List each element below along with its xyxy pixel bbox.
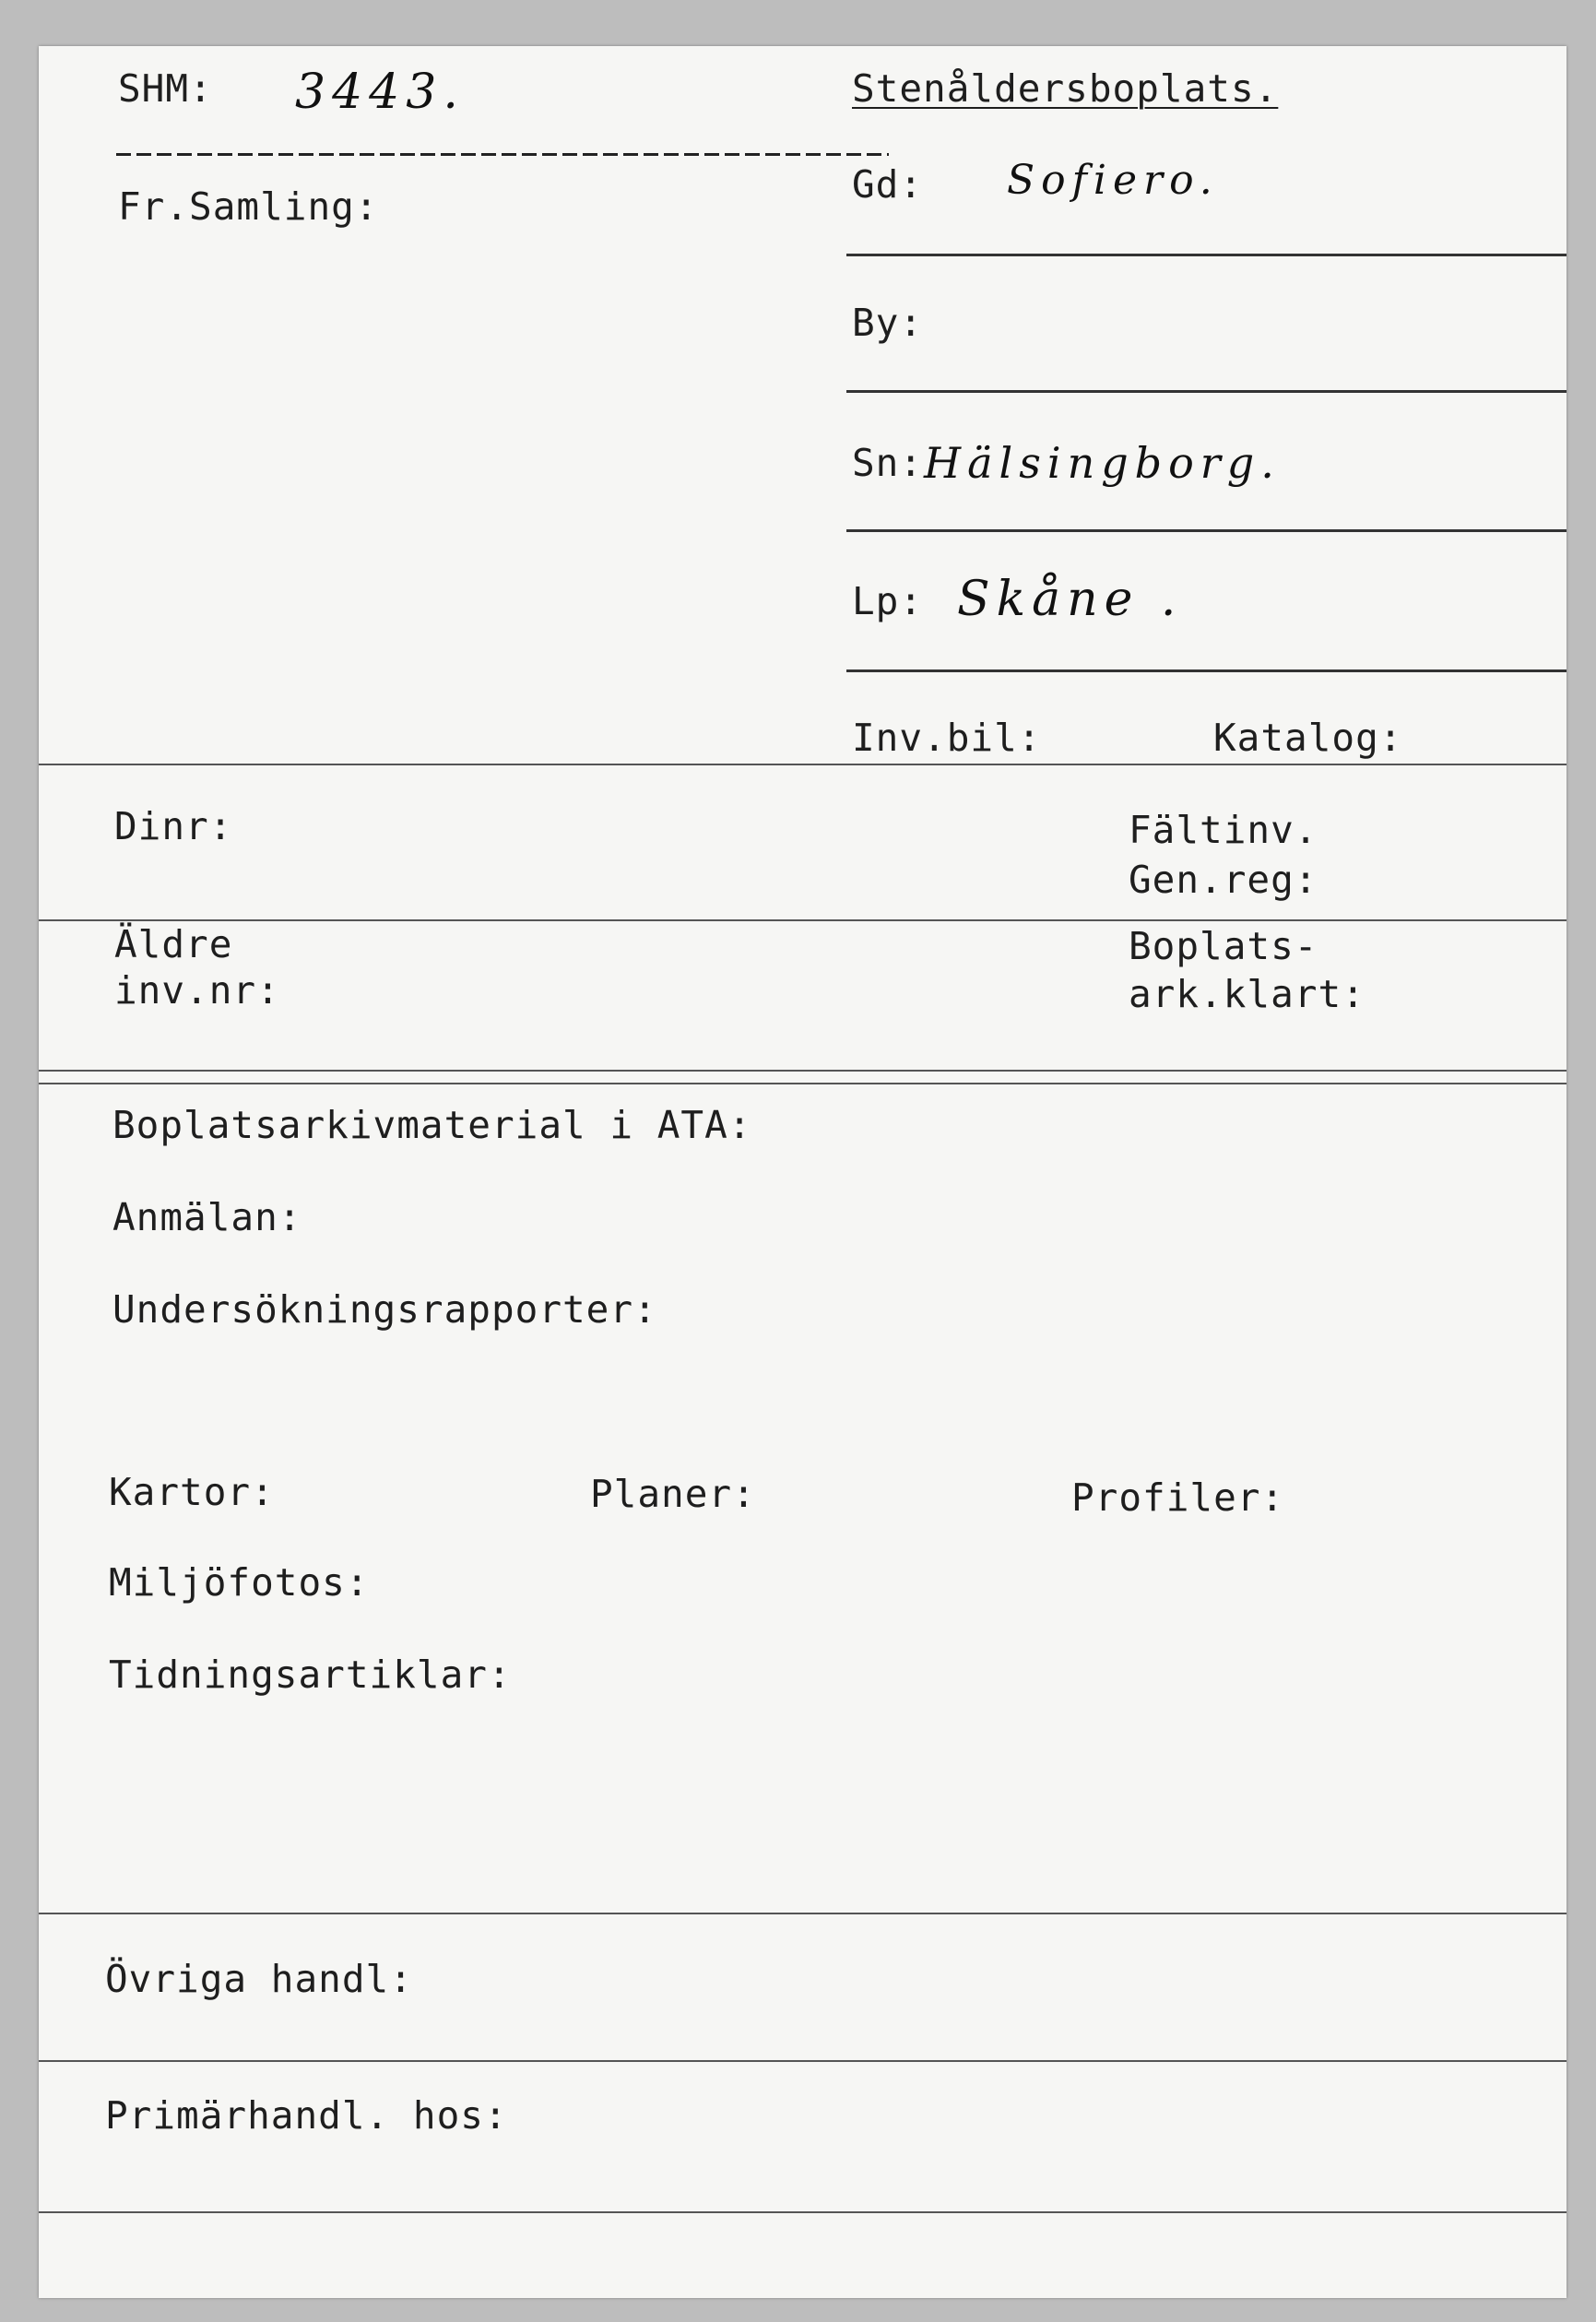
index-card <box>39 46 1566 2298</box>
aldre-label: Äldre <box>114 922 233 966</box>
shm-label: SHM: <box>118 66 213 111</box>
sn-label: Sn: <box>852 441 924 485</box>
faltinv-label: Fältinv. <box>1129 808 1318 852</box>
primar-label: Primärhandl. hos: <box>105 2093 508 2138</box>
card-type-title: Stenåldersboplats. <box>852 66 1279 111</box>
fr-samling-label: Fr.Samling: <box>118 184 379 229</box>
tidning-label: Tidningsartiklar: <box>109 1653 512 1697</box>
anmalan-label: Anmälan: <box>112 1195 302 1239</box>
section-divider-6 <box>39 2211 1566 2213</box>
lp-value-handwritten: Skåne . <box>957 572 1183 627</box>
archive-heading: Boplatsarkivmaterial i ATA: <box>112 1103 752 1147</box>
ovriga-label: Övriga handl: <box>105 1957 413 2001</box>
miljofotos-label: Miljöfotos: <box>109 1560 370 1605</box>
section-divider-1 <box>39 764 1566 765</box>
gd-label: Gd: <box>852 162 924 207</box>
by-label: By: <box>852 301 924 345</box>
ark-klart-label: ark.klart: <box>1129 972 1365 1016</box>
shm-number-handwritten: 3443. <box>295 65 465 120</box>
sn-line <box>846 529 1566 532</box>
inv-nr-label: inv.nr: <box>114 968 280 1013</box>
by-line <box>846 390 1566 393</box>
kartor-label: Kartor: <box>109 1470 275 1514</box>
section-divider-2 <box>39 919 1566 921</box>
planer-label: Planer: <box>590 1472 756 1516</box>
section-divider-3a <box>39 1070 1566 1072</box>
undersokning-label: Undersökningsrapporter: <box>112 1287 657 1332</box>
katalog-label: Katalog: <box>1213 716 1403 760</box>
lp-label: Lp: <box>852 579 924 623</box>
profiler-label: Profiler: <box>1071 1475 1285 1520</box>
section-divider-4 <box>39 1913 1566 1914</box>
inv-bil-label: Inv.bil: <box>852 716 1042 760</box>
header-divider <box>116 153 889 156</box>
gen-reg-label: Gen.reg: <box>1129 858 1318 902</box>
section-divider-5 <box>39 2060 1566 2062</box>
gd-value-handwritten: Sofiero. <box>1007 157 1219 204</box>
boplats-label: Boplats- <box>1129 924 1318 968</box>
lp-line <box>846 669 1566 672</box>
dinr-label: Dinr: <box>114 804 233 848</box>
section-divider-3b <box>39 1083 1566 1084</box>
gd-line <box>846 254 1566 256</box>
sn-value-handwritten: Hälsingborg. <box>924 438 1281 488</box>
